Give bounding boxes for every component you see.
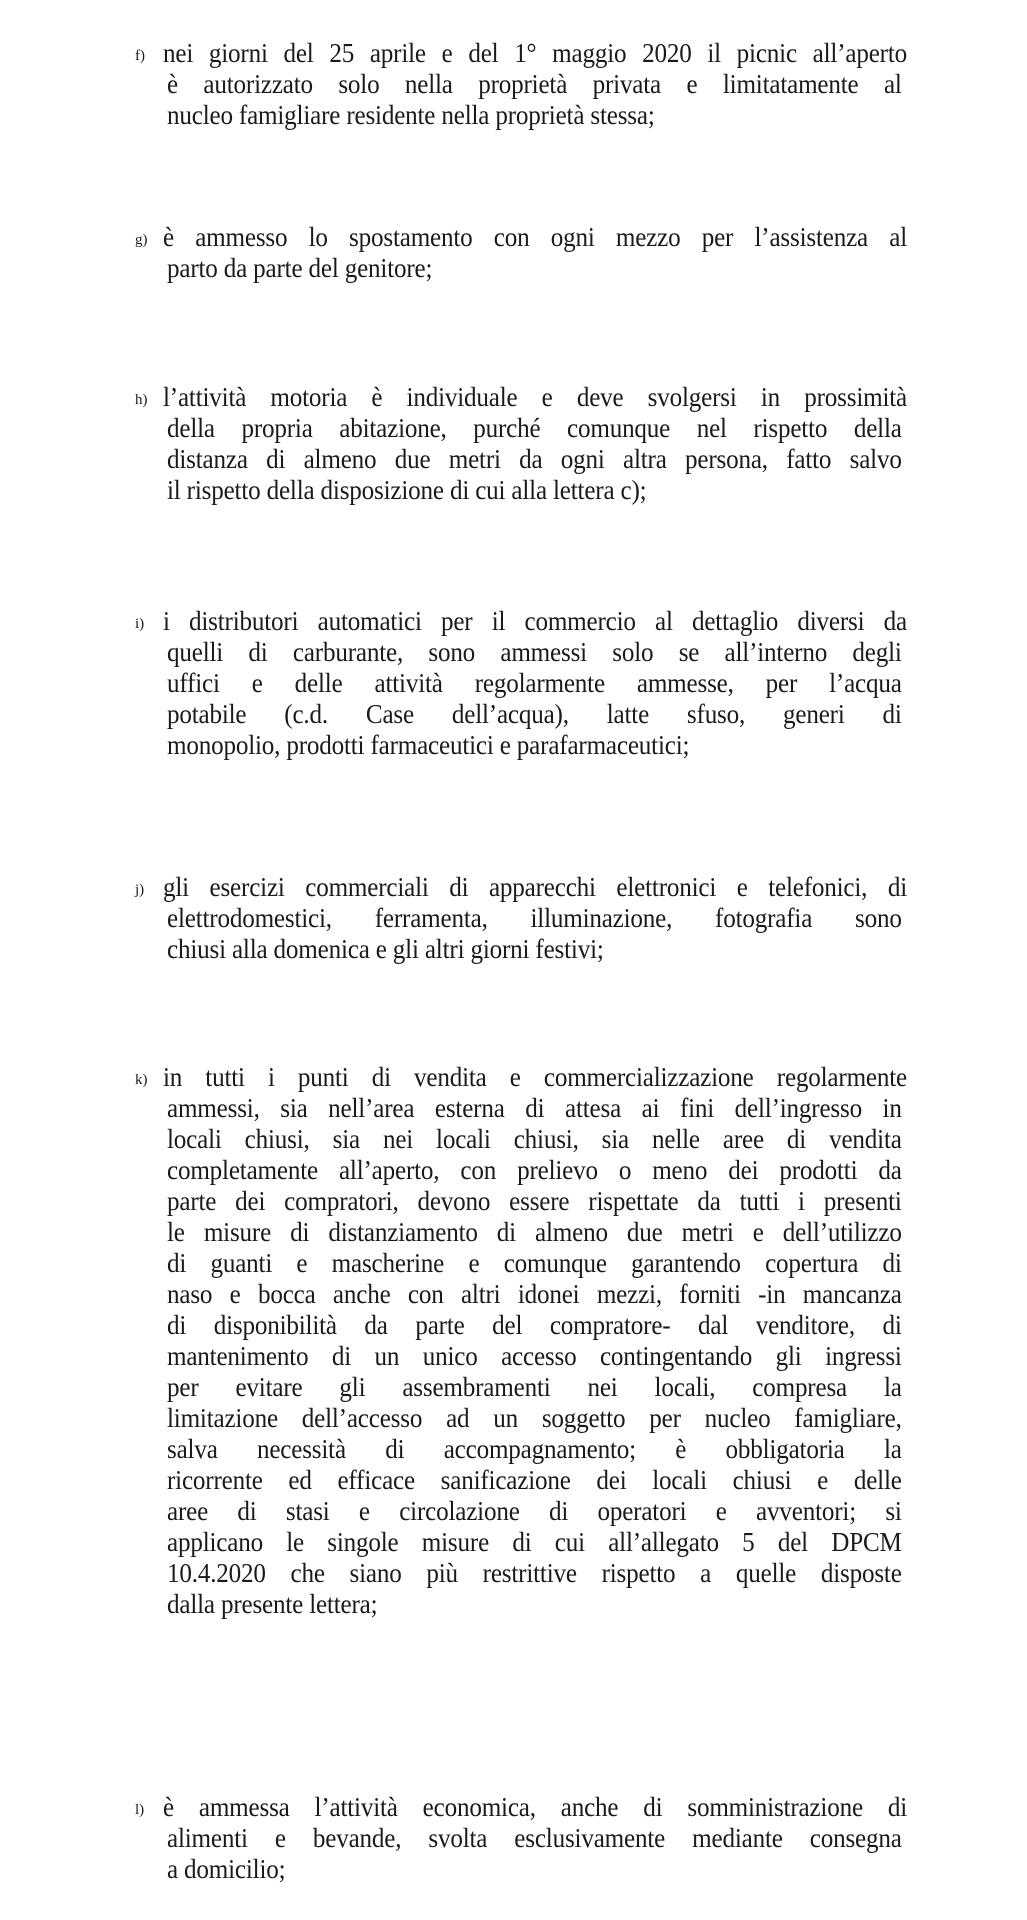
text-line: limitazione dell’accesso ad un soggetto per nucleo famigliare,	[167, 1403, 902, 1433]
text-line: uffici e delle attività regolarmente ammesse, per l’acqua	[167, 668, 902, 698]
list-item-letter: f)	[135, 48, 145, 64]
text-line: parto da parte del genitore;	[167, 253, 433, 283]
text-line: potabile (c.d. Case dell’acqua), latte sfuso, generi di	[167, 699, 902, 729]
text-line: in tutti i punti di vendita e commercializzazione regolarmente	[163, 1062, 907, 1092]
text-line: è ammessa l’attività economica, anche di somministrazione di	[163, 1792, 907, 1822]
text-line: alimenti e bevande, svolta esclusivamente mediante consegna	[167, 1823, 902, 1853]
text-line: nei giorni del 25 aprile e del 1° maggio 2020 il picnic all’aperto	[163, 38, 907, 68]
text-line: l’attività motoria è individuale e deve svolgersi in prossimità	[163, 382, 907, 412]
text-line: della propria abitazione, purché comunque nel rispetto della	[167, 413, 902, 443]
text-line: 10.4.2020 che siano più restrittive rispetto a quelle disposte	[167, 1558, 902, 1588]
text-line: ricorrente ed efficace sanificazione dei locali chiusi e delle	[167, 1465, 902, 1495]
text-line: è ammesso lo spostamento con ogni mezzo per l’assistenza al	[163, 222, 907, 252]
text-line: i distributori automatici per il commercio al dettaglio diversi da	[163, 606, 907, 636]
text-line: distanza di almeno due metri da ogni altra persona, fatto salvo	[167, 444, 902, 474]
text-line: locali chiusi, sia nei locali chiusi, sia nelle aree di vendita	[167, 1124, 902, 1154]
text-line: è autorizzato solo nella proprietà privata e limitatamente al	[167, 69, 902, 99]
text-line: nucleo famigliare residente nella proprietà stessa;	[167, 100, 655, 130]
text-line: ammessi, sia nell’area esterna di attesa ai fini dell’ingresso in	[167, 1093, 902, 1123]
list-item-letter: i)	[135, 616, 145, 632]
text-line: il rispetto della disposizione di cui alla lettera c);	[167, 475, 647, 505]
text-line: dalla presente lettera;	[167, 1589, 378, 1619]
text-line: applicano le singole misure di cui all’allegato 5 del DPCM	[167, 1527, 902, 1557]
text-line: per evitare gli assembramenti nei locali, compresa la	[167, 1372, 902, 1402]
list-item-letter: k)	[135, 1072, 148, 1088]
text-line: di guanti e mascherine e comunque garantendo copertura di	[167, 1248, 902, 1278]
list-item-letter: j)	[135, 882, 145, 898]
text-line: chiusi alla domenica e gli altri giorni festivi;	[167, 934, 604, 964]
text-line: di disponibilità da parte del compratore- dal venditore, di	[167, 1310, 902, 1340]
list-item-letter: g)	[135, 232, 148, 248]
text-line: mantenimento di un unico accesso contingentando gli ingressi	[167, 1341, 902, 1371]
text-line: salva necessità di accompagnamento; è obbligatoria la	[167, 1434, 902, 1464]
list-item-letter: h)	[135, 392, 148, 408]
text-line: gli esercizi commerciali di apparecchi elettronici e telefonici, di	[163, 872, 907, 902]
text-line: aree di stasi e circolazione di operatori e avventori; si	[167, 1496, 902, 1526]
text-line: a domicilio;	[167, 1854, 286, 1884]
list-item-letter: l)	[135, 1802, 145, 1818]
text-line: naso e bocca anche con altri idonei mezzi, forniti -in mancanza	[167, 1279, 902, 1309]
text-line: parte dei compratori, devono essere rispettate da tutti i presenti	[167, 1186, 902, 1216]
text-line: monopolio, prodotti farmaceutici e parafarmaceutici;	[167, 730, 690, 760]
text-line: elettrodomestici, ferramenta, illuminazione, fotografia sono	[167, 903, 902, 933]
text-line: le misure di distanziamento di almeno due metri e dell’utilizzo	[167, 1217, 902, 1247]
text-line: completamente all’aperto, con prelievo o meno dei prodotti da	[167, 1155, 902, 1185]
text-line: quelli di carburante, sono ammessi solo se all’interno degli	[167, 637, 902, 667]
